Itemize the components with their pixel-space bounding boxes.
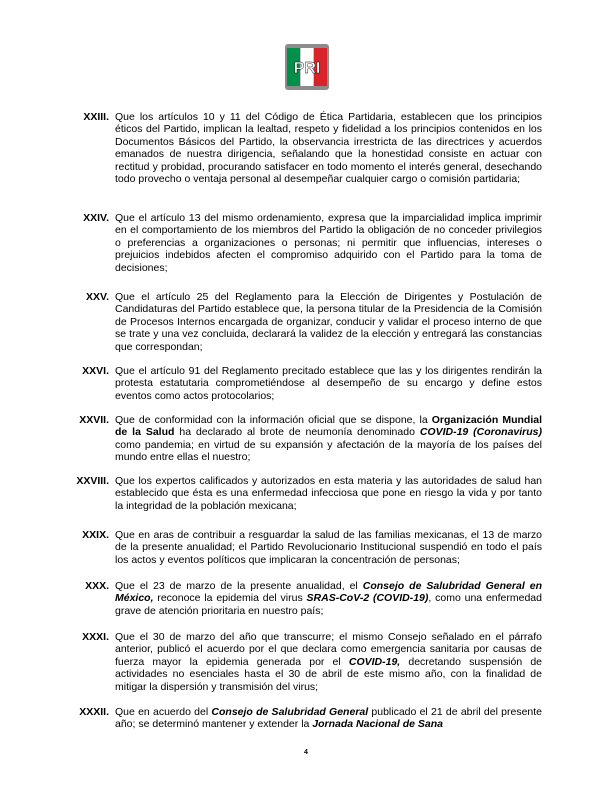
clause-text-run: publicado el 21 de abril del presente año; se determinó mantener y extender la: [115, 706, 543, 731]
clause-number: XXIX.: [82, 529, 109, 541]
clause-number: XXXII.: [79, 706, 109, 718]
clause-text: [115, 212, 542, 274]
bold-italic-term: Consejo de Salubridad General: [211, 706, 369, 718]
clause-text: [115, 580, 542, 617]
clause-text-run: , como una enfermedad grave de atención prioritaria en nuestro país;: [115, 592, 542, 617]
clause-text: [115, 706, 542, 731]
clause-text-run: Que en aras de contribuir a resguardar la salud de las familias mexicanas, el 13 de marzo de la presente anualidad; el Partido Revolucionario Institucional suspendió en todo el país los actos y eventos políticos que implicaran la concentración de personas;: [115, 529, 542, 566]
pri-logo-mark: [285, 44, 329, 90]
clause-text-run: Que el artículo 91 del Reglamento precitado establece que las y los dirigentes rendirán la protesta estatutaria comprometiéndose al desempeño de su encargo y define estos eventos como actos protocolarios;: [115, 365, 542, 402]
clause-text-run: Que el 30 de marzo del año que transcurre; el mismo Consejo señalado en el párrafo anterior, publicó el acuerdo por el que declara como emergencia sanitaria por causas de fuerza mayor la epidemia generada por el: [115, 631, 542, 668]
clause-text: [115, 111, 542, 185]
bold-italic-term: COVID-19,: [348, 655, 401, 668]
clause-text-run: Que el artículo 13 del mismo ordenamiento, expresa que la imparcialidad implica imprimir en el comportamiento de los miembros del Partido la obligación de no conceder privilegios o preferencias a organizaciones o personas; ni permitir que influencias, intereses o prejuicios indebidos afecten el compromiso adquirido con el Partido para la toma de decisiones;: [115, 212, 542, 274]
clause-text-run: Que en acuerdo del: [115, 706, 212, 718]
clause-number: XXV.: [86, 291, 109, 303]
clause-number: XXVII.: [79, 414, 109, 426]
bold-term: Organización Mundial de la Salud: [115, 414, 542, 439]
clause-text-run: Que el artículo 25 del Reglamento para la Elección de Dirigentes y Postulación de Candidaturas del Partido establece que, la persona titular de la Presidencia de la Comisión de Procesos Internos encargada de organizar, conducir y validar el proceso interno de que se trate y una vez concluida, declarará la validez de la elección y entregará las constancias que correspondan;: [115, 291, 542, 353]
clause-number: XXXI.: [82, 631, 109, 643]
clause-number: XXIII.: [83, 111, 109, 123]
clause-number: XXIV.: [83, 212, 109, 224]
clause-text-run: como pandemia; en virtud de su expansión y afectación de la mayoría de los países del mundo entre ellas el nuestro;: [115, 438, 542, 464]
bold-italic-term: SRAS-CoV-2 (COVID-19): [306, 592, 429, 605]
clause-text: [115, 414, 542, 464]
clause-number: XXVIII.: [76, 475, 109, 487]
clause-text-run: Que el 23 de marzo de la presente anualidad, el: [115, 580, 363, 592]
logo-text: PRI: [293, 60, 321, 77]
clause-text: [115, 291, 542, 353]
clause-text-run: Que los expertos calificados y autorizados en esta materia y las autoridades de salud han establecido que ésta es una enfermedad infecciosa que pone en riesgo la vida y por tanto la integridad de la población mexicana;: [115, 475, 542, 512]
clause-text-run: reconoce la epidemia del virus: [153, 592, 307, 605]
clause-text: [115, 631, 542, 693]
clause-text-run: Que de conformidad con la información oficial que se dispone, la: [115, 414, 432, 426]
clause-number: XXX.: [85, 580, 109, 592]
bold-italic-term: Consejo de Salubridad General en México,: [115, 580, 542, 605]
clause-number: XXVI.: [82, 365, 109, 377]
page-number: 4: [304, 749, 308, 756]
clause-text-run: Que los artículos 10 y 11 del Código de Ética Partidaria, establecen que los principios éticos del Partido, implican la lealtad, respeto y fidelidad a los principios contenidos en los Documentos Básicos del Partido, la observancia irrestricta de las directrices y acuerdos emanados de nuestra dirigencia, señalando que la honestidad consiste en actuar con rectitud y probidad, procurando satisfacer en todo momento el interés general, desechando todo provecho o ventaja personal al desempeñar cualquier cargo o comisión partidaria;: [115, 111, 542, 186]
clause-text: [115, 365, 542, 402]
bold-italic-term: COVID-19 (Coronavirus): [419, 426, 543, 439]
clause-text: [115, 475, 542, 512]
bold-italic-term: Jornada Nacional de Sana: [312, 718, 443, 731]
clause-text: [115, 529, 542, 566]
pri-logo: [285, 44, 329, 90]
clause-text-run: ha declarado al brote de neumonía denominado: [174, 426, 420, 439]
clause-text-run: decretando suspensión de actividades no esenciales hasta el 30 de abril de este mismo año, con la finalidad de mitigar la dispersión y transmisión del virus;: [115, 655, 543, 693]
